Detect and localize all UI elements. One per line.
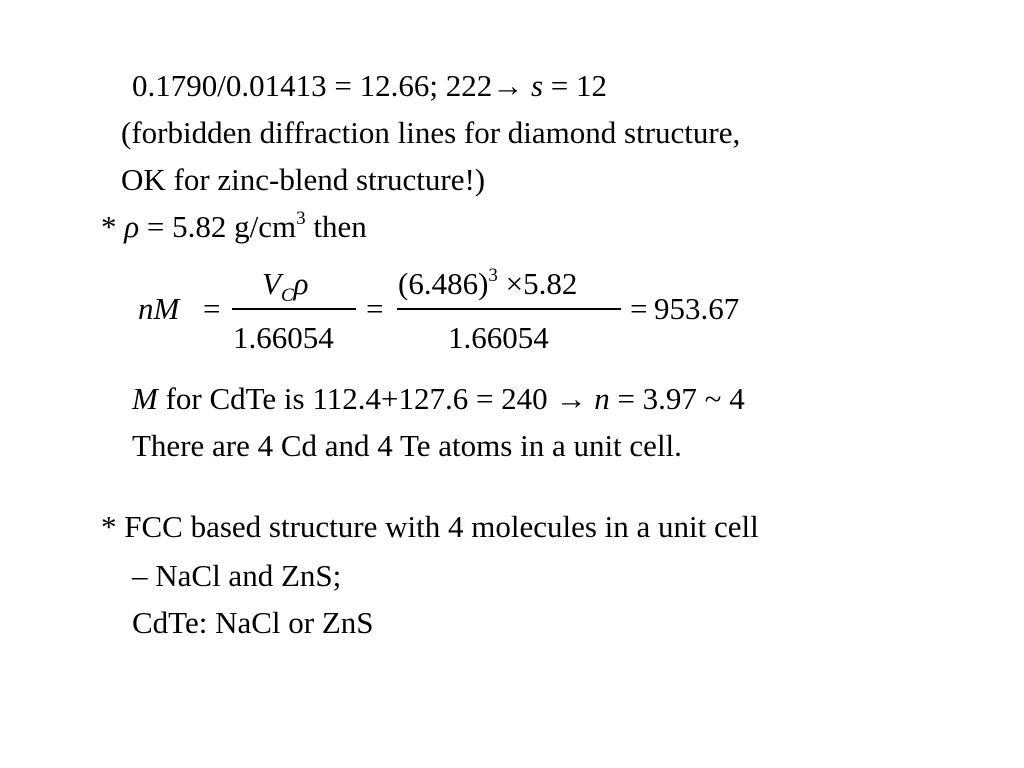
- molar-mass-symbol: M: [132, 381, 158, 416]
- s-value: = 12: [543, 68, 608, 103]
- molar-mass-line: [132, 383, 745, 414]
- bullet-star: *: [101, 209, 117, 244]
- lattice-exponent: 3: [488, 265, 498, 286]
- lattice-constant: (6.486): [398, 266, 489, 301]
- fraction-2-bar: [397, 308, 621, 310]
- right-arrow-icon-2: →: [555, 381, 587, 416]
- fraction-1-denominator: 1.66054: [233, 320, 334, 355]
- fcc-line-3: CdTe: NaCl or ZnS: [132, 605, 374, 640]
- volume-symbol: V: [262, 266, 281, 301]
- n-variable: n: [594, 381, 610, 416]
- equals-sign-3: =: [630, 291, 648, 326]
- zinc-blend-note: OK for zinc-blend structure!): [121, 162, 486, 197]
- atoms-statement: There are 4 Cd and 4 Te atoms in a unit cell.: [132, 428, 682, 463]
- density-value: = 5.82 g/cm: [139, 209, 297, 244]
- then-word: then: [305, 209, 367, 244]
- density-line: [101, 208, 367, 244]
- equals-sign-1: =: [203, 291, 221, 326]
- equals-sign-2: =: [366, 291, 384, 326]
- fraction-2-numerator: [398, 265, 578, 301]
- equation-lhs: nM: [138, 291, 180, 326]
- fcc-line-1: * FCC based structure with 4 molecules in a unit cell: [101, 509, 759, 544]
- fraction-1-numerator: [262, 266, 309, 306]
- molar-mass-text: for CdTe is 112.4+127.6 = 240: [157, 381, 556, 416]
- fraction-2-denominator: 1.66054: [448, 320, 549, 355]
- volume-subscript: C: [280, 285, 294, 306]
- ratio-expression: 0.1790/0.01413 = 12.66; 222: [132, 68, 493, 103]
- times-sign: ×: [505, 266, 524, 301]
- fraction-1-bar: [232, 308, 356, 310]
- rho-symbol-fraction: ρ: [293, 266, 309, 301]
- density-exponent: 3: [296, 208, 306, 229]
- forbidden-lines-note: (forbidden diffraction lines for diamond structure,: [121, 115, 741, 150]
- ratio-line: [132, 70, 607, 101]
- s-variable: s: [530, 68, 544, 103]
- n-value: = 3.97 ~ 4: [609, 381, 745, 416]
- right-arrow-icon: →: [492, 68, 524, 103]
- fcc-line-2: – NaCl and ZnS;: [132, 558, 342, 593]
- rho-symbol: ρ: [124, 209, 140, 244]
- density-factor: 5.82: [523, 266, 578, 301]
- equation-result: 953.67: [654, 291, 740, 326]
